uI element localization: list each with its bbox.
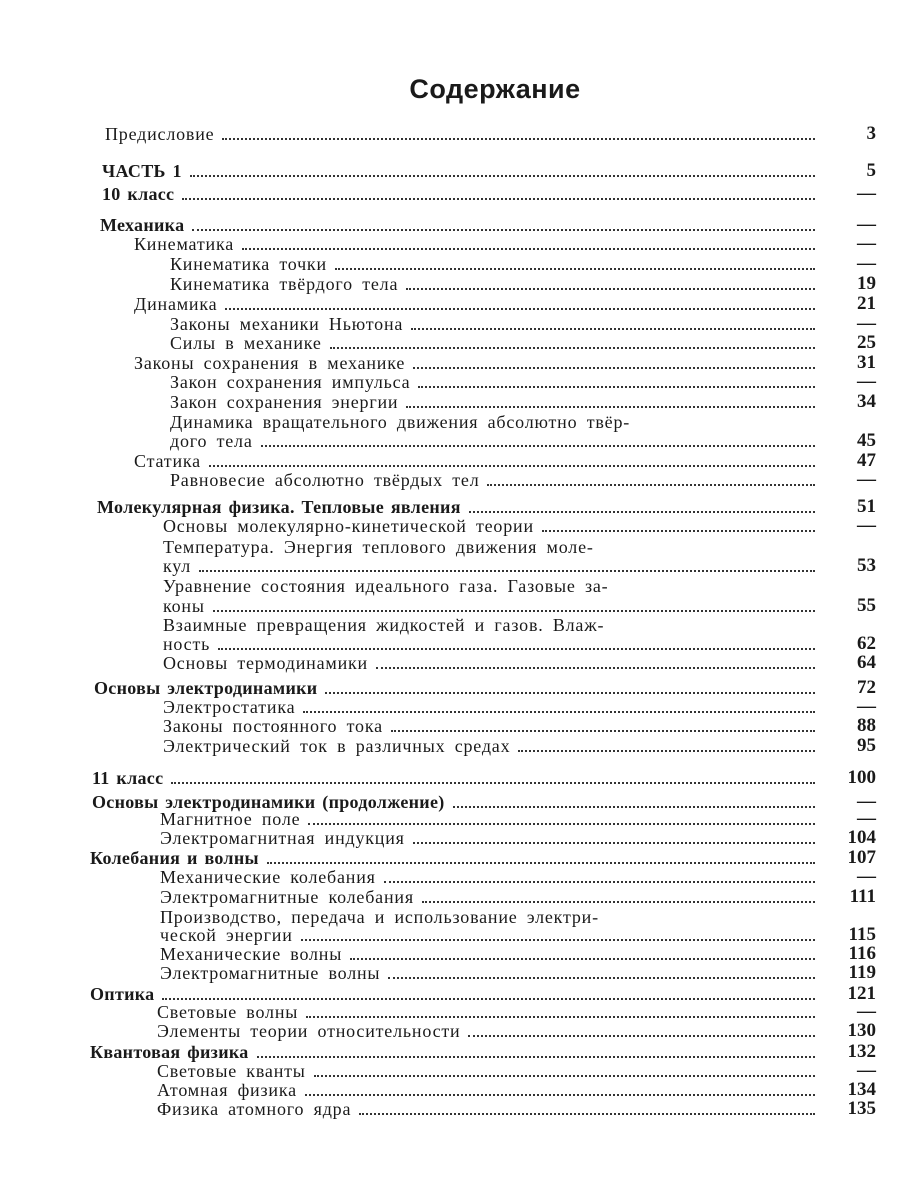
- toc-page-number: 115: [848, 924, 876, 945]
- dot-leader: [261, 445, 815, 447]
- toc-entry-title: Основы термодинамики: [163, 653, 368, 673]
- dot-leader: [182, 198, 815, 200]
- toc-entry-title: Механика: [100, 215, 185, 235]
- toc-page-number: 130: [847, 1020, 876, 1041]
- dot-leader: [257, 1056, 815, 1058]
- toc-page-number: —: [857, 1060, 876, 1081]
- toc-page-number: —: [857, 233, 876, 254]
- toc-entry-title: Световые волны: [157, 1002, 299, 1022]
- toc-entry-title: Кинематика: [134, 234, 235, 254]
- toc-page-number: 25: [857, 332, 876, 353]
- toc-page-number: 116: [848, 943, 876, 964]
- toc-page-number: 34: [857, 391, 876, 412]
- toc-entry-title: Основы электродинамики (продолжение): [92, 792, 445, 812]
- toc-entry-title: Законы постоянного тока: [163, 716, 383, 736]
- toc-entry-title: Основы электродинамики: [94, 678, 318, 698]
- dot-leader: [225, 308, 815, 310]
- toc-page-number: —: [857, 791, 876, 812]
- toc-entry-title: Физика атомного ядра: [157, 1099, 352, 1119]
- dot-leader: [388, 977, 815, 979]
- toc-page-number: —: [857, 469, 876, 490]
- toc-page-number: 111: [849, 886, 876, 907]
- dot-leader: [518, 750, 815, 752]
- dot-leader: [413, 367, 815, 369]
- toc-page-number: 19: [857, 273, 876, 294]
- toc-entry-title: Закон сохранения энергии: [170, 392, 399, 412]
- toc-entry-title: Элементы теории относительности: [157, 1021, 461, 1041]
- toc-page-number: 88: [857, 715, 876, 736]
- toc-entry-title: Атомная физика: [157, 1080, 297, 1100]
- toc-page-number: 45: [857, 430, 876, 451]
- toc-entry-title: Молекулярная физика. Тепловые явления: [97, 497, 461, 517]
- dot-leader: [222, 138, 815, 140]
- toc-page-number: 135: [847, 1098, 876, 1119]
- toc-page-number: 72: [857, 677, 876, 698]
- dot-leader: [384, 881, 815, 883]
- toc-page-number: —: [857, 808, 876, 829]
- toc-page-number: 121: [847, 983, 876, 1004]
- dot-leader: [350, 958, 815, 960]
- dot-leader: [418, 386, 815, 388]
- dot-leader: [192, 229, 815, 231]
- dot-leader: [453, 806, 815, 808]
- toc-entry-title: Электростатика: [163, 697, 296, 717]
- page-title: Содержание: [409, 74, 581, 104]
- toc-page-number: 119: [848, 962, 876, 983]
- toc-page-number: 104: [847, 827, 876, 848]
- toc-entry-title: Магнитное поле: [160, 809, 301, 829]
- toc-page-number: 64: [857, 652, 876, 673]
- toc-entry-title: Предисловие: [105, 124, 215, 144]
- toc-entry-title: Колебания и волны: [90, 848, 259, 868]
- dot-leader: [162, 998, 815, 1000]
- toc-page-number: 47: [857, 450, 876, 471]
- toc-entry-title: Электрический ток в различных средах: [163, 736, 511, 756]
- toc-page-number: —: [857, 313, 876, 334]
- dot-leader: [413, 842, 815, 844]
- toc-entry-title: кул: [163, 556, 192, 576]
- dot-leader: [330, 347, 815, 349]
- toc-entry-title: Оптика: [90, 984, 155, 1004]
- toc-entry-title: Законы механики Ньютона: [170, 314, 404, 334]
- toc-page-number: 55: [857, 595, 876, 616]
- toc-entry-title: Силы в механике: [170, 333, 322, 353]
- dot-leader: [406, 288, 815, 290]
- toc-entry-title: Механические волны: [160, 944, 343, 964]
- dot-leader: [303, 711, 815, 713]
- dot-leader: [376, 667, 815, 669]
- dot-leader: [314, 1075, 815, 1077]
- toc-page-number: 31: [857, 352, 876, 373]
- dot-leader: [391, 730, 815, 732]
- toc-entry-title: Кинематика твёрдого тела: [170, 274, 399, 294]
- dot-leader: [267, 862, 815, 864]
- toc-page-number: —: [857, 1001, 876, 1022]
- dot-leader: [411, 328, 815, 330]
- dot-leader: [305, 1094, 815, 1096]
- toc-entry-title: ЧАСТЬ 1: [102, 161, 182, 181]
- toc-page-number: —: [857, 183, 876, 204]
- toc-entry-title: Производство, передача и использование электри-: [160, 907, 599, 927]
- toc-page-number: —: [857, 371, 876, 392]
- dot-leader: [422, 901, 815, 903]
- toc-entry-title: дого тела: [170, 431, 253, 451]
- toc-entry-title: 11 класс: [92, 768, 164, 788]
- toc-page-number: 132: [847, 1041, 876, 1062]
- toc-entry-title: ческой энергии: [160, 925, 293, 945]
- toc-page-number: —: [857, 866, 876, 887]
- dot-leader: [306, 1016, 815, 1018]
- toc-entry-title: Статика: [134, 451, 201, 471]
- toc-page-number: —: [857, 253, 876, 274]
- toc-entry-title: Электромагнитные колебания: [160, 887, 414, 907]
- toc-page-number: 62: [857, 633, 876, 654]
- toc-entry-title: коны: [163, 596, 205, 616]
- dot-leader: [218, 648, 815, 650]
- toc-entry-title: Электромагнитная индукция: [160, 828, 405, 848]
- toc-page-number: 53: [857, 555, 876, 576]
- toc-page-number: 51: [857, 496, 876, 517]
- toc-entry-title: 10 класс: [102, 184, 175, 204]
- toc-entry-title: Законы сохранения в механике: [134, 353, 406, 373]
- dot-leader: [301, 939, 815, 941]
- toc-page-number: 21: [857, 293, 876, 314]
- dot-leader: [190, 175, 815, 177]
- toc-entry-title: Электромагнитные волны: [160, 963, 381, 983]
- dot-leader: [469, 511, 815, 513]
- toc-page-number: —: [857, 515, 876, 536]
- dot-leader: [335, 268, 815, 270]
- toc-page-number: 100: [847, 767, 876, 788]
- toc-page-number: 95: [857, 735, 876, 756]
- toc-page-number: —: [857, 696, 876, 717]
- toc-page-number: 3: [866, 123, 876, 144]
- dot-leader: [406, 406, 815, 408]
- dot-leader: [468, 1035, 815, 1037]
- toc-entry-title: Закон сохранения импульса: [170, 372, 411, 392]
- dot-leader: [242, 248, 815, 250]
- dot-leader: [171, 782, 815, 784]
- toc-entry-title: Равновесие абсолютно твёрдых тел: [170, 470, 480, 490]
- toc-page-number: —: [857, 214, 876, 235]
- dot-leader: [209, 465, 815, 467]
- dot-leader: [542, 530, 815, 532]
- toc-entry-title: Механические колебания: [160, 867, 376, 887]
- toc-entry-title: Уравнение состояния идеального газа. Газовые за-: [163, 576, 609, 596]
- dot-leader: [213, 610, 815, 612]
- toc-page-number: 134: [847, 1079, 876, 1100]
- dot-leader: [359, 1113, 815, 1115]
- toc-entry-title: Основы молекулярно-кинетической теории: [163, 516, 534, 536]
- dot-leader: [325, 692, 815, 694]
- toc-entry-title: Динамика: [134, 294, 218, 314]
- toc-entry-title: Температура. Энергия теплового движения моле-: [163, 537, 594, 557]
- toc-entry-title: Кинематика точки: [170, 254, 327, 274]
- toc-entry-title: Квантовая физика: [90, 1042, 249, 1062]
- toc-page-number: 107: [847, 847, 876, 868]
- dot-leader: [487, 484, 815, 486]
- toc-entry-title: Световые кванты: [157, 1061, 306, 1081]
- dot-leader: [199, 570, 815, 572]
- toc-entry-title: Взаимные превращения жидкостей и газов. Влаж-: [163, 615, 605, 635]
- toc-page-number: 5: [866, 160, 876, 181]
- toc-entry-title: ность: [163, 634, 211, 654]
- toc-entry-title: Динамика вращательного движения абсолютно твёр-: [170, 412, 631, 432]
- dot-leader: [308, 823, 815, 825]
